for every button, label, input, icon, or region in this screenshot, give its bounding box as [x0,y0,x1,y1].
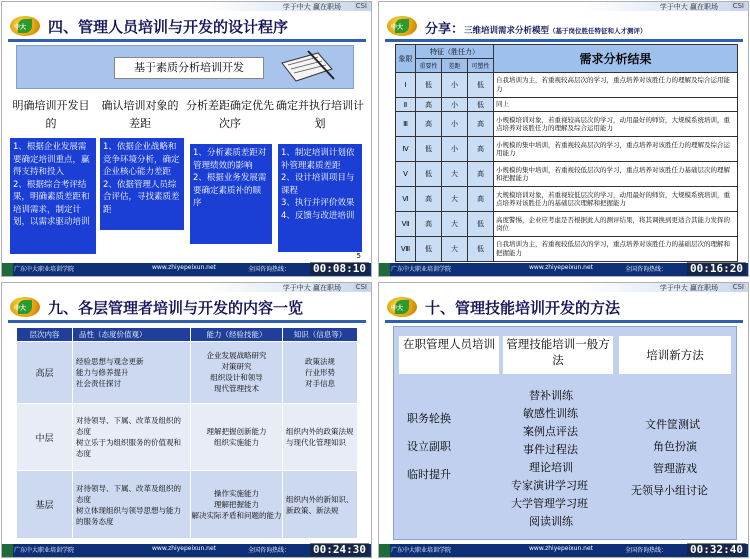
slide-design-procedure[interactable] [1,1,372,277]
header-knowledge: 知识（信息等） [283,328,358,342]
footer-school: 广东中大职业培训学院 [391,266,452,273]
table-row: 高层 经验思想与观念更新 能力与修养提升 社会责任探讨 企业发展战略研究 对策研究 组织设计和领导 现代管理技术 政策法规 行业形势 对手信息 [17,342,358,404]
content-overview-table [16,327,358,539]
method-item: 专家演讲学习班 [511,479,588,492]
table-row: Ⅵ 高 大 高 大规模培训对象，若重视较低层次的学习，动用最好的师资，大规模系统培训，重点培养对该胜任力的基础层次理解和把握能力 [396,187,738,212]
slide-training-content-overview[interactable] [1,282,372,558]
method-item: 阅读训练 [529,515,573,528]
school-logo: 中大 [385,297,419,317]
header-ability: 能力（经验技能） [191,328,283,342]
method-item: 替补训练 [529,389,573,402]
header-level: 层次内容 [17,328,73,342]
table-row: Ⅴ 低 大 高 小规模的集中培训，若重视较低层次的学习，重点培养对该胜任力基础层次的理解和把握能力 [396,162,738,187]
step-3-heading: 分析差距确定优先次序 [186,99,274,130]
footer-hotline: 全国咨询热线： [625,547,668,554]
footer-website: www.zhiyepeixun.net [152,264,217,271]
method-item: 管理游戏 [653,462,697,475]
table-row: 中层 对待领导、下属、改革及组织的态度 树立乐于为组织服务的价值观和态度 理解把握创新能力 组织实施能力 组织内外的政策法规与现代化管理知识 [17,403,358,471]
footer-website: www.zhiyepeixun.net [529,545,594,552]
footer-hotline: 全国咨询热线： [248,266,291,273]
result-cell: 小规模培训对象，若重视较高层次的学习，动用最好的师资，大规模系统培训，重点培养对该胜任力的理解及综合运用能力 [494,112,738,137]
video-timecode: 00:16:20 [687,262,746,275]
result-cell: 同上 [494,97,738,111]
slide-title: 分享：三维培训需求分析模型（基于岗位胜任特征和人才测评） [425,22,647,37]
method-item: 理论培训 [529,461,573,474]
method-item: 设立副职 [407,440,451,453]
header-result: 需求分析结果 [494,45,738,73]
school-logo: 中大 [8,16,42,36]
header-gap: 差距 [442,59,468,73]
general-methods-heading: 管理技能培训一般方法 [503,336,613,374]
brand-badge: CSI [732,2,744,10]
table-row: 基层 对待领导、下属、改革及组织的态度 树立体现组织与领导思想与能力的服务态度 操作实施能力 理解把握能力 解决实际矛盾和问题的能力 组织内外的新知识、新政策、新法规 [17,471,358,539]
step-4-detail: 1、制定培训计划依补管理素质差距 2、设计培训项目与课程 3、执行并评价效果 4、反馈与改进培训 [278,144,362,252]
footer-hotline: 全国咨询热线： [248,547,291,554]
on-job-training-heading: 在职管理人员培训 [399,336,499,374]
method-item: 文件筐测试 [645,418,700,431]
slide-topbar [2,283,371,292]
header-trait: 品性（态度价值观） [73,328,191,342]
table-row: Ⅶ 高 大 低 高度警惕，企业应考虑是否根据此人的测评结果，将其调换到更适合其能力发挥的岗位 [396,212,738,237]
header-importance: 重要性 [416,59,442,73]
header-quadrant: 象限 [396,45,416,73]
table-row: Ⅱ 高 小 低 同上 [396,97,738,111]
table-row: Ⅷ 低 大 低 自我培训为主，若重视较低层次的学习，重点培养对该胜任力的基础层次的理解和把握能力 [396,236,738,261]
footer-website: www.zhiyepeixun.net [529,264,594,271]
step-2-detail: 1、依据企业战略和竞争环境分析，确定企业核心能力差距 2、依据管理人员综合评估，寻找素质差距 [100,138,184,230]
table-row: Ⅰ 低 小 低 自我培训为主，若重视较高层次的学习，重点培养对该胜任力的理解及综合运用能力 [396,73,738,98]
video-timecode: 00:08:10 [310,262,369,275]
slide-topbar [379,2,748,11]
result-cell: 高度警惕，企业应考虑是否根据此人的测评结果，将其调换到更适合其能力发挥的岗位 [494,212,738,237]
slide-title: 九、各层管理者培训与开发的内容一览 [48,299,304,317]
slogan-text: 学于中大 赢在职场 [659,284,718,292]
method-item: 无领导小组讨论 [631,484,708,497]
method-item: 大学管理学习班 [511,497,588,510]
slogan-text: 学于中大 赢在职场 [282,3,341,11]
brand-badge: CSI [355,283,367,291]
title-divider [385,320,743,323]
level-cell: 中层 [17,403,73,471]
result-cell: 大规模培训对象，若重视较低层次的学习，动用最好的师资，大规模系统培训，重点培养对该胜任力的基础层次理解和把握能力 [494,187,738,212]
footer-school: 广东中大职业培训学院 [14,266,75,273]
slide-title: 四、管理人员培训与开发的设计程序 [48,18,289,36]
new-methods-heading: 培训新方法 [619,336,731,374]
table-row: Ⅳ 低 小 高 小规模的集中培训，若重视较高层次的学习，重点培养对该胜任力的理解及综合运用能力 [396,137,738,162]
footer-school: 广东中大职业培训学院 [391,547,452,554]
brand-badge: CSI [355,2,367,10]
slogan-text: 学于中大 赢在职场 [282,284,341,292]
method-item: 敏感性训练 [523,407,578,420]
video-timecode: 00:32:40 [687,543,746,556]
step-4-heading: 确定并执行培训计划 [276,99,364,130]
method-item: 职务轮换 [407,412,451,425]
method-item: 临时提升 [407,468,451,481]
level-cell: 高层 [17,342,73,404]
step-2-heading: 确认培训对象的差距 [101,99,179,130]
level-cell: 基层 [17,471,73,539]
step-1-detail: 1、根据企业发展需要确定培训重点，赢得支持和投入 2、根据综合考评结果，明确素质差距和培训需求，制定计划，以需求驱动培训 [10,138,96,254]
process-header-label: 基于素质分析培训开发 [114,57,264,79]
book-pen-icon [278,49,336,85]
title-divider [385,39,743,42]
result-cell: 小规模的集中培训，若重视较高层次的学习，重点培养对该胜任力的理解及综合运用能力 [494,137,738,162]
page-number: 5 [356,252,361,260]
result-cell: 自我培训为主，若重视较低层次的学习，重点培养对该胜任力的基础层次的理解和把握能力 [494,236,738,261]
method-item: 事件过程法 [523,443,578,456]
title-divider [8,320,366,323]
step-3-detail: 1、分析素质差距对管理绩效的影响 2、根据业务发展需要确定素质补的顺序 [190,144,272,244]
title-divider [8,39,366,42]
header-plasticity: 可塑性 [468,59,494,73]
footer-school: 广东中大职业培训学院 [14,547,75,554]
school-logo: 中大 [8,297,42,317]
footer-hotline: 全国咨询热线： [625,266,668,273]
slide-skills-training-methods[interactable] [378,282,749,558]
school-logo: 中大 [385,16,419,36]
table-row: Ⅲ 高 小 高 小规模培训对象，若重视较高层次的学习，动用最好的师资，大规模系统培训，重点培养对该胜任力的理解及综合运用能力 [396,112,738,137]
needs-analysis-table [395,44,738,262]
brand-badge: CSI [732,283,744,291]
slide-topbar [2,2,371,11]
header-feature: 特征（胜任力） [416,45,494,59]
video-timecode: 00:24:30 [310,543,369,556]
result-cell: 小规模的集中培训，若重视较低层次的学习，重点培养对该胜任力基础层次的理解和把握能力 [494,162,738,187]
result-cell: 自我培训为主，若重视较高层次的学习，重点培养对该胜任力的理解及综合运用能力 [494,73,738,98]
slide-needs-analysis-model[interactable] [378,1,749,277]
slide-title: 十、管理技能培训开发的方法 [425,299,621,317]
step-1-heading: 明确培训开发目的 [12,99,90,130]
method-item: 案例点评法 [523,425,578,438]
method-item: 角色扮演 [653,440,697,453]
slide-topbar [379,283,748,292]
footer-website: www.zhiyepeixun.net [152,545,217,552]
slogan-text: 学于中大 赢在职场 [659,3,718,11]
